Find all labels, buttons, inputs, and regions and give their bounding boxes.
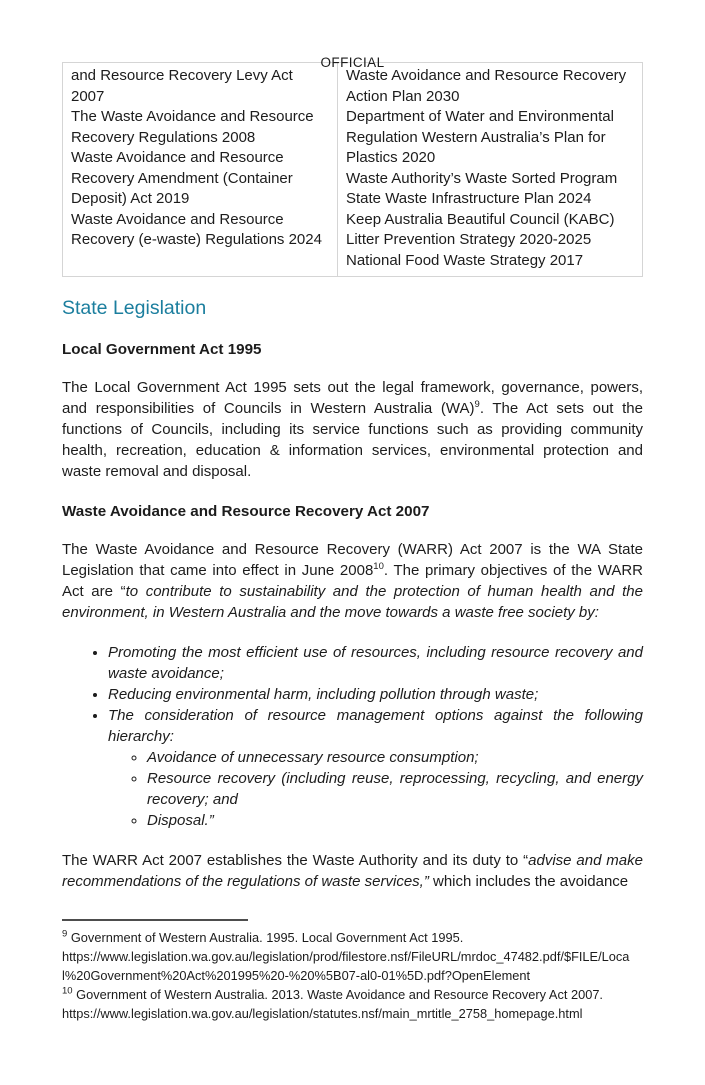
classification-banner: OFFICIAL [320,55,385,70]
sub-list-item: ◦ Resource recovery (including reuse, reprocessing, recycling, and energy recovery; and [147,768,643,810]
footnote-9 [62,928,643,947]
paragraph-quote-text: to contribute to sustainability and the protection of human health and the environment, in Western Australia and the move towards a waste free society by: [62,583,643,621]
list-item: • Promoting the most efficient use of resources, including resource recovery and waste avoidance; [108,642,643,684]
table-cell-plans-strategies [338,63,643,277]
paragraph-local-government-act [62,377,643,482]
paragraph-text: The Local Government Act 1995 sets out the legal framework, governance, powers, and responsibilities of Councils in Western Australia (WA) [62,379,643,417]
paragraph-text: The Waste Avoidance and Resource Recovery (WARR) Act 2007 is the WA State Legislation that came into effect in June 2008 [62,541,643,579]
sub-list-item: ◦ Avoidance of unnecessary resource consumption; [147,747,643,768]
footnote-marker: 9 [62,928,68,940]
paragraph-text: . The primary objectives of the WARR Act are “ [62,562,643,600]
heading-warr-act: Waste Avoidance and Resource Recovery Act 2007 [62,503,430,520]
paragraph-warr-authority [62,850,643,892]
list-item [108,705,643,831]
table-row [63,63,643,277]
table-entry: Keep Australia Beautiful Council (KABC) Litter Prevention Strategy 2020-2025 [346,210,615,248]
table-entry: Waste Avoidance and Resource Recovery (e-waste) Regulations 2024 [71,210,322,248]
footnote-reference-10: 10 [373,561,384,572]
heading-local-government-act: Local Government Act 1995 [62,341,262,358]
table-entry: Department of Water and Environmental Regulation Western Australia’s Plan for Plastics 2020 [346,108,614,166]
table-entry: The Waste Avoidance and Resource Recovery Regulations 2008 [71,108,314,146]
table-entry: State Waste Infrastructure Plan 2024 [346,190,592,207]
table-entry: Waste Authority’s Waste Sorted Program [346,169,618,187]
sub-list-item: ◦ Disposal.” [147,810,643,831]
legislation-reference-table [62,62,643,277]
section-title-state-legislation: State Legislation [62,297,207,319]
table-entry: Waste Avoidance and Resource Recovery Action Plan 2030 [346,67,627,105]
footnote-text: Government of Western Australia. 1995. Local Government Act 1995. [67,930,464,945]
paragraph-text: The WARR Act 2007 establishes the Waste Authority and its duty to “ [62,852,529,869]
table-entry: National Food Waste Strategy 2017 [346,251,584,269]
paragraph-text: . The Act sets out the functions of Councils, including its service functions such as providing community health, recreation, education & information services, environmental protection and waste removal and disposal. [62,400,643,480]
footnote-10-url: https://www.legislation.wa.gov.au/legislation/statutes.nsf/main_mrtitle_2758_homepage.html [62,1006,583,1021]
table-cell-state-acts [63,63,338,277]
footnotes-section [62,919,643,1023]
list-item-text: The consideration of resource management options against the following hierarchy: [108,707,643,745]
footnote-marker: 10 [62,985,73,997]
table-entry: Waste Avoidance and Resource Recovery Amendment (Container Deposit) Act 2019 [71,149,293,207]
footnote-10 [62,985,643,1004]
warr-objectives-list [62,642,643,831]
paragraph-text: which includes the avoidance [428,873,629,890]
table-entry: and Resource Recovery Levy Act 2007 [71,67,293,105]
list-item: • Reducing environmental harm, including pollution through waste; [108,684,643,705]
warr-hierarchy-sublist [108,747,643,831]
paragraph-quote-text: advise and make recommendations of the regulations of waste services,” [62,852,643,890]
document-content [0,62,705,892]
footnote-text: Government of Western Australia. 2013. Waste Avoidance and Resource Recovery Act 2007. [72,987,603,1002]
footnote-reference-9: 9 [474,399,480,410]
footnote-9-url: https://www.legislation.wa.gov.au/legislation/prod/filestore.nsf/FileURL/mrdoc_47482.pdf/$FILE/Local%20Government%20Act%201995%20-%20%5B07-al0-01%5D.pdf?OpenElement [62,949,630,983]
paragraph-warr-intro [62,539,643,623]
footnote-separator [62,919,248,921]
